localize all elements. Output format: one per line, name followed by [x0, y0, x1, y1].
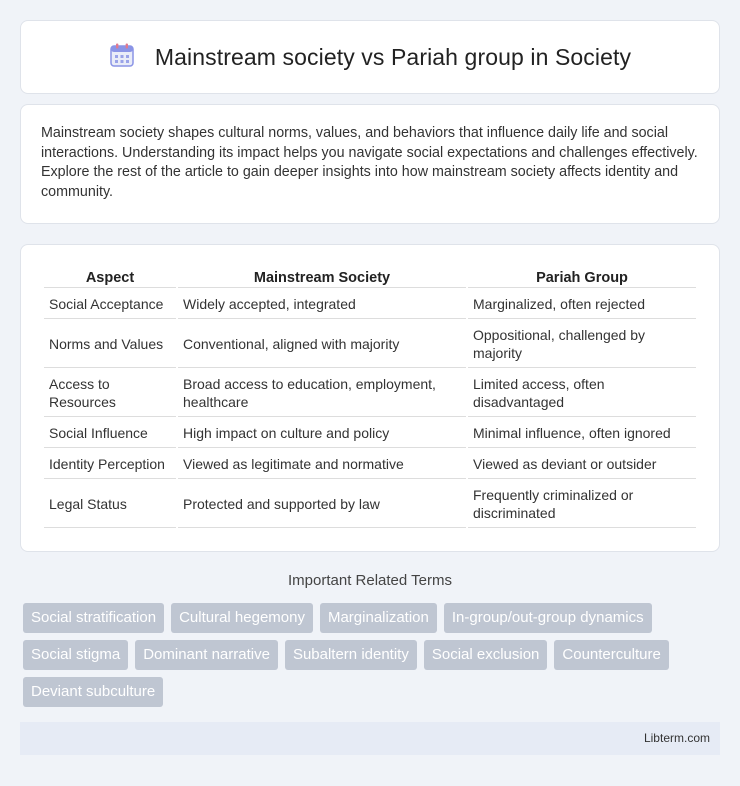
related-term-tag[interactable]: Subaltern identity: [285, 640, 417, 670]
intro-text: Mainstream society shapes cultural norms, values, and behaviors that influence daily life and social interactions. Understanding its impact helps you navigate social expectations and challenges effectively. Explore the rest of the article to gain deeper insights into how mainstream society affects identity and community.: [41, 125, 698, 200]
related-term-tag[interactable]: Cultural hegemony: [171, 603, 313, 633]
table-row: [44, 450, 696, 479]
related-term-tag[interactable]: Social stigma: [23, 640, 128, 670]
table-cell: Norms and Values: [44, 321, 176, 368]
table-cell: Protected and supported by law: [178, 481, 466, 528]
header-card: [20, 20, 720, 94]
table-cell: Oppositional, challenged by majority: [468, 321, 696, 368]
related-term-tag[interactable]: Dominant narrative: [135, 640, 278, 670]
table-cell: Access to Resources: [44, 370, 176, 417]
page-title: Mainstream society vs Pariah group in Society: [154, 43, 632, 70]
table-cell: Legal Status: [44, 481, 176, 528]
comparison-card: [20, 244, 720, 552]
table-cell: Viewed as deviant or outsider: [468, 450, 696, 479]
calendar-icon: [109, 42, 135, 73]
related-term-tag[interactable]: Counterculture: [554, 640, 668, 670]
table-cell: High impact on culture and policy: [178, 419, 466, 448]
table-row: [44, 370, 696, 417]
table-row: [44, 321, 696, 368]
table-cell: Viewed as legitimate and normative: [178, 450, 466, 479]
related-term-tag[interactable]: Marginalization: [320, 603, 437, 633]
related-terms-list: [23, 603, 723, 707]
table-row: [44, 481, 696, 528]
related-term-tag[interactable]: Deviant subculture: [23, 677, 163, 707]
related-terms-title: Important Related Terms: [288, 572, 452, 589]
table-cell: Social Acceptance: [44, 290, 176, 319]
table-cell: Marginalized, often rejected: [468, 290, 696, 319]
related-term-tag[interactable]: Social exclusion: [424, 640, 548, 670]
table-row: [44, 419, 696, 448]
table-cell: Identity Perception: [44, 450, 176, 479]
table-cell: Broad access to education, employment, healthcare: [178, 370, 466, 417]
table-cell: Widely accepted, integrated: [178, 290, 466, 319]
table-cell: Frequently criminalized or discriminated: [468, 481, 696, 528]
footer: [20, 722, 720, 755]
table-cell: Limited access, often disadvantaged: [468, 370, 696, 417]
related-term-tag[interactable]: Social stratification: [23, 603, 164, 633]
comparison-table: [42, 264, 698, 530]
header-mainstream: Mainstream Society: [178, 266, 466, 288]
header-pariah: Pariah Group: [468, 266, 696, 288]
footer-site-link[interactable]: Libterm.com: [643, 731, 710, 745]
table-cell: Social Influence: [44, 419, 176, 448]
table-row: [44, 290, 696, 319]
table-cell: Conventional, aligned with majority: [178, 321, 466, 368]
header-aspect: Aspect: [44, 266, 176, 288]
intro-card: [20, 104, 720, 224]
related-term-tag[interactable]: In-group/out-group dynamics: [444, 603, 652, 633]
table-header-row: [44, 266, 696, 288]
table-cell: Minimal influence, often ignored: [468, 419, 696, 448]
